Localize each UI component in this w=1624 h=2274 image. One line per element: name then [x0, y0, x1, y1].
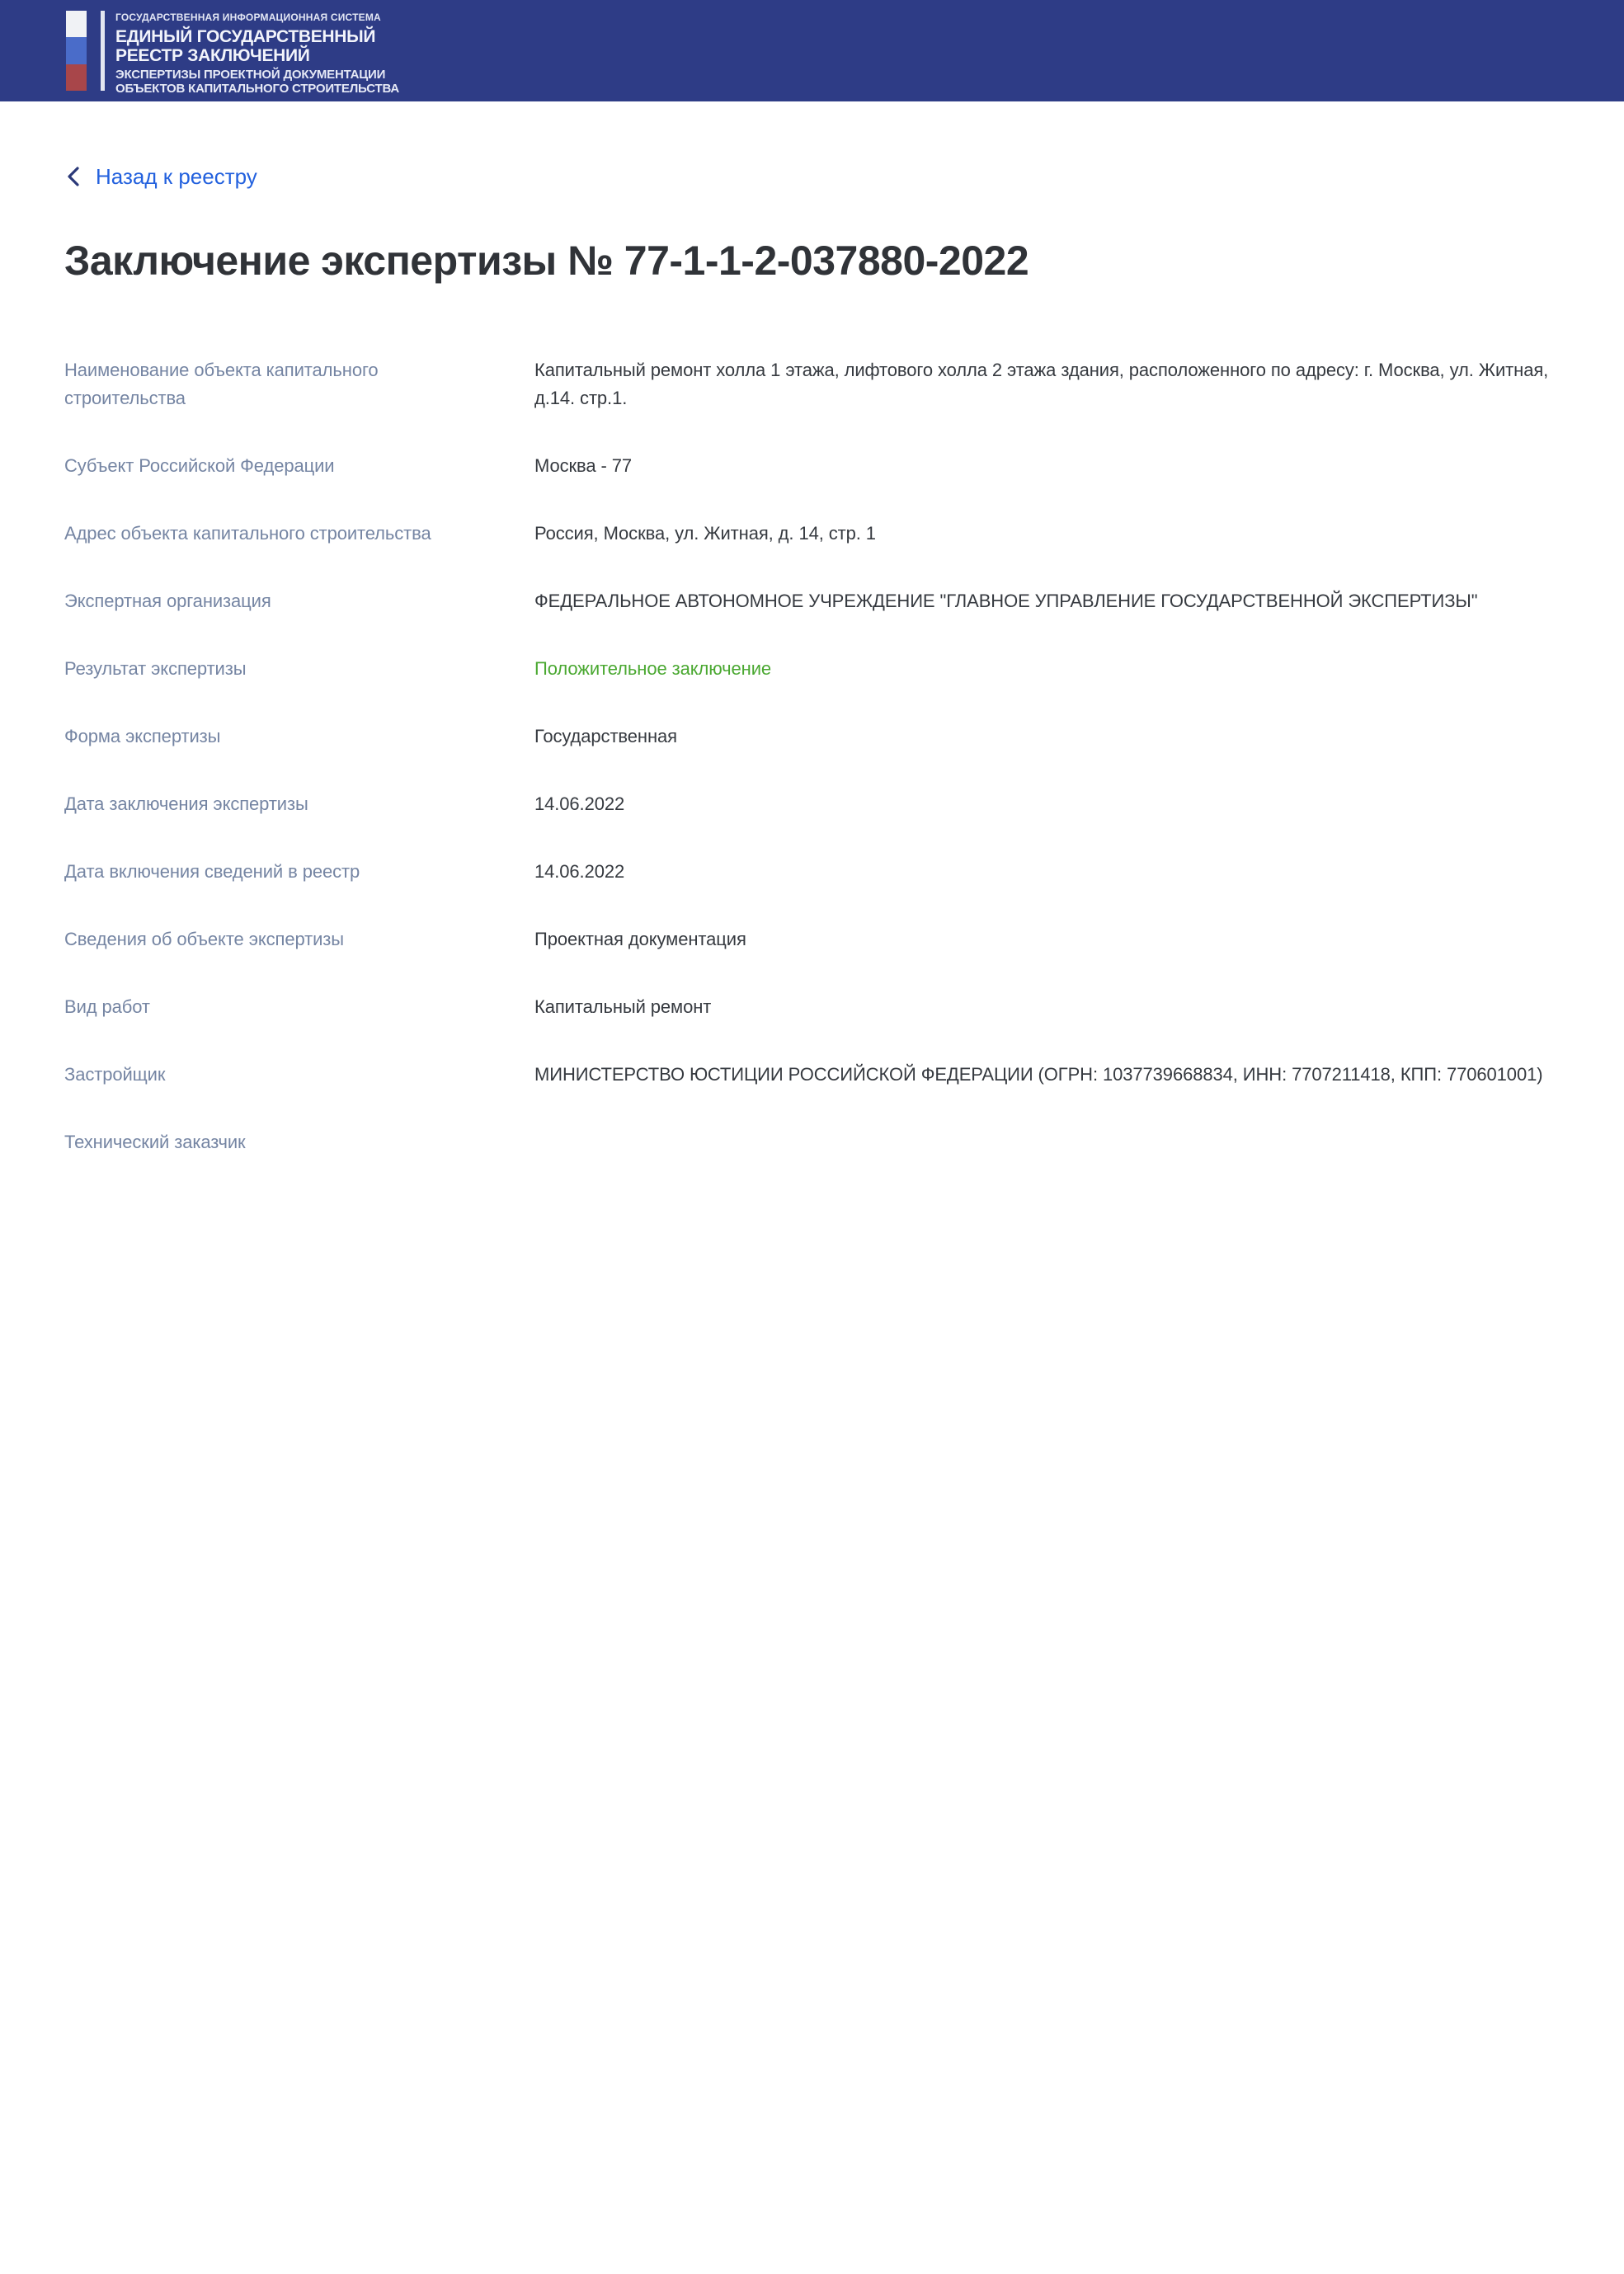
detail-value: ФЕДЕРАЛЬНОЕ АВТОНОМНОЕ УЧРЕЖДЕНИЕ "ГЛАВНОЕ УПРАВЛЕНИЕ ГОСУДАРСТВЕННОЙ ЭКСПЕРТИЗЫ": [534, 591, 1478, 611]
logo-subtitle-line2: ОБЪЕКТОВ КАПИТАЛЬНОГО СТРОИТЕЛЬСТВА: [115, 82, 399, 96]
detail-row: [64, 655, 1551, 683]
site-header: [0, 0, 1624, 101]
detail-value: Государственная: [534, 726, 677, 746]
detail-value: [534, 1128, 1551, 1156]
detail-row: [64, 1061, 1551, 1089]
detail-value: Москва - 77: [534, 455, 633, 476]
detail-value: Капитальный ремонт: [534, 996, 712, 1017]
detail-row: [64, 790, 1551, 818]
detail-label: Результат экспертизы: [64, 658, 247, 679]
detail-value: 14.06.2022: [534, 861, 625, 882]
logo-title-line2: РЕЕСТР ЗАКЛЮЧЕНИЙ: [115, 46, 310, 65]
flag-stripe-blue: [66, 37, 87, 64]
detail-label: Технический заказчик: [64, 1132, 246, 1152]
detail-row: [64, 452, 1551, 480]
detail-label: Субъект Российской Федерации: [64, 455, 335, 476]
detail-value: 14.06.2022: [534, 793, 625, 814]
back-link-label: Назад к реестру: [96, 164, 257, 189]
detail-row: [64, 925, 1551, 953]
detail-value: Проектная документация: [534, 929, 746, 949]
detail-label: Наименование объекта капитального строительства: [64, 360, 379, 408]
detail-value: Россия, Москва, ул. Житная, д. 14, стр. 1: [534, 523, 876, 544]
detail-row: [64, 993, 1551, 1021]
logo-divider: [101, 11, 105, 91]
detail-label: Вид работ: [64, 996, 150, 1017]
logo-system-label: ГОСУДАРСТВЕННАЯ ИНФОРМАЦИОННАЯ СИСТЕМА: [115, 12, 381, 23]
main-content: [0, 101, 1624, 1156]
logo-title-line1: ЕДИНЫЙ ГОСУДАРСТВЕННЫЙ: [115, 27, 376, 46]
detail-row: [64, 1128, 1551, 1156]
detail-row: [64, 356, 1551, 412]
detail-label: Дата заключения экспертизы: [64, 793, 308, 814]
flag-stripe-white: [66, 11, 87, 37]
details-list: [64, 356, 1551, 1156]
detail-row: [64, 723, 1551, 751]
logo-text: [115, 11, 399, 96]
detail-label: Сведения об объекте экспертизы: [64, 929, 344, 949]
detail-row: [64, 858, 1551, 886]
detail-label: Экспертная организация: [64, 591, 271, 611]
detail-label: Дата включения сведений в реестр: [64, 861, 360, 882]
page-title: Заключение экспертизы № 77-1-1-2-037880-2022: [64, 238, 1029, 284]
russia-flag-icon: [66, 11, 87, 91]
egrz-logo[interactable]: [66, 0, 399, 96]
back-to-registry-link[interactable]: [64, 164, 257, 189]
detail-value: Положительное заключение: [534, 658, 772, 679]
chevron-left-icon: [64, 164, 82, 189]
flag-stripe-red: [66, 64, 87, 91]
detail-row: [64, 587, 1551, 615]
detail-label: Застройщик: [64, 1064, 166, 1085]
detail-value: МИНИСТЕРСТВО ЮСТИЦИИ РОССИЙСКОЙ ФЕДЕРАЦИИ (ОГРН: 1037739668834, ИНН: 7707211418, КПП: 770601001): [534, 1064, 1543, 1085]
detail-row: [64, 520, 1551, 548]
detail-label: Форма экспертизы: [64, 726, 221, 746]
detail-value: Капитальный ремонт холла 1 этажа, лифтового холла 2 этажа здания, расположенного по адресу: г. Москва, ул. Житная, д.14. стр.1.: [534, 360, 1549, 408]
logo-subtitle-line1: ЭКСПЕРТИЗЫ ПРОЕКТНОЙ ДОКУМЕНТАЦИИ: [115, 68, 386, 82]
detail-label: Адрес объекта капитального строительства: [64, 523, 431, 544]
